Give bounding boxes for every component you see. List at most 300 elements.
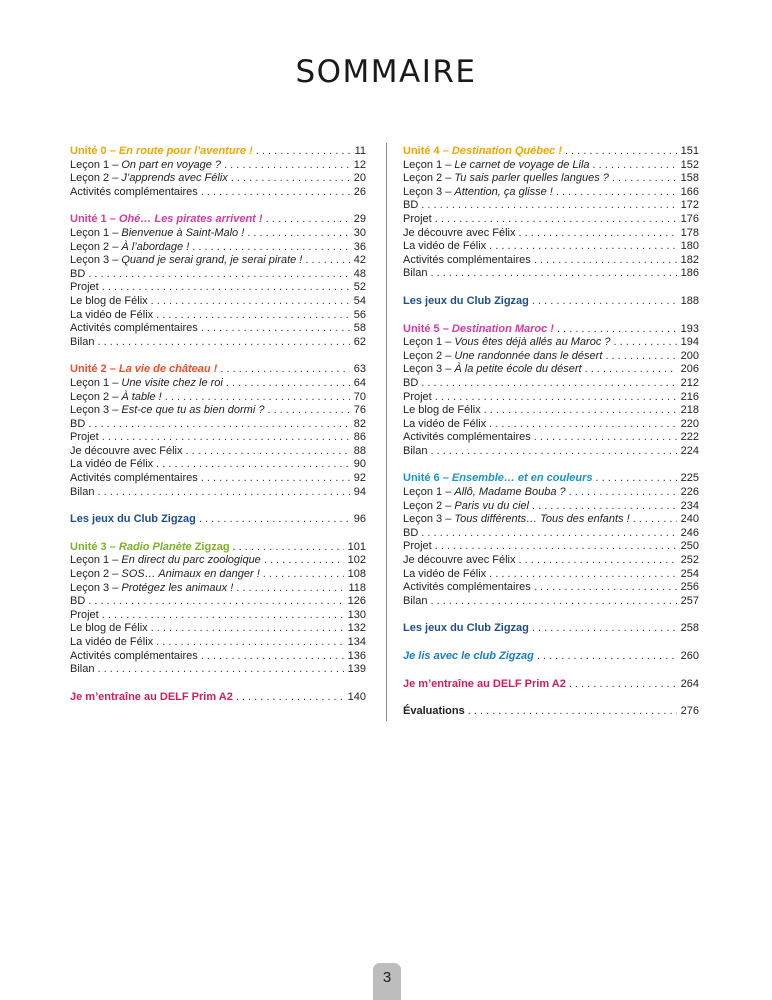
toc-entry[interactable] <box>70 445 366 459</box>
toc-entry-label <box>70 445 183 459</box>
toc-entry[interactable] <box>70 472 366 486</box>
toc-entry-prefix: Activités complémentaires <box>403 253 531 266</box>
toc-entry[interactable] <box>70 418 366 432</box>
toc-entry-title: Vous êtes déjà allés au Maroc ? <box>454 336 611 349</box>
dot-leader <box>569 678 677 692</box>
toc-unit-heading[interactable] <box>70 213 366 227</box>
dot-leader <box>231 172 350 186</box>
dot-leader <box>605 350 676 364</box>
toc-page-number: 264 <box>680 677 699 690</box>
toc-entry[interactable] <box>70 431 366 445</box>
toc-page-number: 178 <box>680 226 699 239</box>
toc-entry-label <box>70 186 198 200</box>
toc-page-number: 90 <box>353 458 366 471</box>
toc-entry-title: Protégez les animaux ! <box>121 581 234 594</box>
toc-entry-prefix: Leçon 3 – <box>403 363 455 376</box>
toc-entry-label <box>403 540 432 554</box>
toc-page-number: 86 <box>353 431 366 444</box>
dot-leader <box>102 431 350 445</box>
toc-entry-prefix: Je découvre avec Félix <box>403 226 516 239</box>
toc-entry-prefix: La vidéo de Félix <box>70 308 154 321</box>
toc-page-number: 222 <box>680 431 699 444</box>
toc-page-number: 130 <box>347 608 366 621</box>
toc-page-number: 140 <box>347 690 366 703</box>
toc-entry-prefix: Activités complémentaires <box>403 431 531 444</box>
toc-page-number: 88 <box>353 444 366 457</box>
toc-section <box>403 472 699 608</box>
toc-page-number: 102 <box>347 554 366 567</box>
toc-page-number: 108 <box>347 568 366 581</box>
toc-entry-label <box>70 595 85 609</box>
toc-entry-prefix: Leçon 2 – <box>70 390 122 403</box>
toc-entry[interactable] <box>403 336 699 350</box>
toc-entry-prefix: Leçon 1 – <box>70 376 122 389</box>
toc-entry[interactable] <box>403 431 699 445</box>
toc-section <box>70 513 366 527</box>
toc-entry-prefix: Les jeux du Club Zigzag <box>403 294 529 307</box>
toc-entry-prefix: Bilan <box>70 485 95 498</box>
toc-page-number: 48 <box>353 267 366 280</box>
toc-entry-label <box>403 595 427 609</box>
toc-entry[interactable] <box>70 622 366 636</box>
toc-entry-prefix: La vidéo de Félix <box>70 458 154 471</box>
toc-entry[interactable] <box>70 458 366 472</box>
toc-page-number: 62 <box>353 335 366 348</box>
toc-entry-prefix: Unité 6 – <box>403 472 452 485</box>
toc-entry-label <box>70 145 253 159</box>
toc-entry-prefix: Bilan <box>403 594 428 607</box>
toc-entry-prefix: Activités complémentaires <box>70 649 198 662</box>
dot-leader <box>220 363 349 377</box>
dot-leader <box>201 650 344 664</box>
toc-page-number: 194 <box>680 336 699 349</box>
dot-leader <box>186 445 350 459</box>
toc-entry[interactable] <box>403 254 699 268</box>
toc-entry[interactable] <box>403 678 699 692</box>
dot-leader <box>97 336 349 350</box>
toc-section <box>403 295 699 309</box>
toc-entry-prefix: Évaluations <box>403 705 465 718</box>
toc-entry-prefix: Unité 1 – <box>70 213 119 226</box>
toc-entry[interactable] <box>403 199 699 213</box>
toc-entry-label <box>403 513 630 527</box>
toc-entry[interactable] <box>70 404 366 418</box>
toc-entry-label <box>70 363 217 377</box>
toc-entry-prefix: Je découvre avec Félix <box>403 554 516 567</box>
toc-page-number: 94 <box>353 485 366 498</box>
toc-page-number: 218 <box>680 404 699 417</box>
toc-unit-heading[interactable] <box>70 145 366 159</box>
toc-page-number: 20 <box>353 172 366 185</box>
dot-leader <box>88 418 349 432</box>
toc-page-number: 250 <box>680 540 699 553</box>
toc-entry[interactable] <box>70 268 366 282</box>
dot-leader <box>267 404 349 418</box>
toc-entry-label <box>403 267 427 281</box>
toc-entry-label <box>403 568 486 582</box>
dot-leader <box>226 377 350 391</box>
toc-entry[interactable] <box>403 186 699 200</box>
toc-entry-label <box>70 431 99 445</box>
toc-entry-title: Bienvenue à Saint-Malo ! <box>121 226 245 239</box>
toc-entry[interactable] <box>403 240 699 254</box>
dot-leader <box>596 472 677 486</box>
toc-entry-prefix: La vidéo de Félix <box>403 417 487 430</box>
page-title: SOMMAIRE <box>295 54 477 90</box>
toc-entry[interactable] <box>70 636 366 650</box>
toc-entry-prefix: Leçon 2 – <box>70 568 122 581</box>
toc-entry[interactable] <box>70 295 366 309</box>
toc-entry-label <box>70 541 230 555</box>
dot-leader <box>421 377 676 391</box>
dot-leader <box>532 622 677 636</box>
toc-entry-title: Quand je serai grand, je serai pirate ! <box>121 254 303 267</box>
dot-leader <box>612 172 677 186</box>
toc-entry[interactable] <box>403 500 699 514</box>
toc-entry-label <box>70 281 99 295</box>
dot-leader <box>151 295 350 309</box>
toc-unit-heading[interactable] <box>70 363 366 377</box>
toc-page-number: 52 <box>353 281 366 294</box>
toc-entry-label <box>70 609 99 623</box>
dot-leader <box>435 391 677 405</box>
toc-entry-label <box>403 377 418 391</box>
toc-entry[interactable] <box>403 595 699 609</box>
toc-entry[interactable] <box>70 582 366 596</box>
dot-leader <box>201 186 350 200</box>
toc-entry[interactable] <box>70 241 366 255</box>
toc-entry-title: Destination Maroc ! <box>451 322 554 335</box>
toc-entry[interactable] <box>403 172 699 186</box>
toc-entry-title: Ohé… Les pirates arrivent ! <box>118 213 263 226</box>
toc-entry[interactable] <box>70 309 366 323</box>
toc-entry[interactable] <box>70 391 366 405</box>
toc-entry-title: Destination Québec ! <box>451 145 562 157</box>
toc-section <box>403 323 699 459</box>
toc-entry-title: Attention, ça glisse ! <box>454 185 553 198</box>
toc-page-number: 36 <box>353 240 366 253</box>
toc-page-number: 101 <box>347 540 366 553</box>
toc-page-number: 11 <box>354 145 366 157</box>
toc-entry-prefix: Bilan <box>403 267 428 280</box>
toc-section <box>70 363 366 499</box>
toc-entry[interactable] <box>70 554 366 568</box>
dot-leader <box>435 213 677 227</box>
toc-entry-label <box>403 705 465 719</box>
toc-entry-prefix: Activités complémentaires <box>70 472 198 485</box>
toc-entry[interactable] <box>70 159 366 173</box>
toc-section <box>403 678 699 692</box>
toc-entry-label <box>70 377 223 391</box>
toc-entry-prefix: Les jeux du Club Zigzag <box>70 513 196 526</box>
dot-leader <box>532 295 677 309</box>
dot-leader <box>236 691 344 705</box>
toc-entry-label <box>70 336 94 350</box>
toc-entry-prefix: BD <box>403 199 419 212</box>
toc-entry-prefix: Bilan <box>403 444 428 457</box>
toc-entry-label <box>403 145 562 159</box>
toc-entry[interactable] <box>70 486 366 500</box>
toc-entry-prefix: Bilan <box>70 335 95 348</box>
toc-section <box>403 650 699 664</box>
toc-page-number: 193 <box>680 322 699 335</box>
toc-entry-label <box>70 554 261 568</box>
toc-page-number: 186 <box>680 267 699 280</box>
dot-leader <box>97 486 349 500</box>
toc-entry-label <box>403 527 418 541</box>
toc-entry-prefix: BD <box>70 267 86 280</box>
dot-leader <box>614 336 677 350</box>
toc-entry-prefix: Leçon 3 – <box>70 254 122 267</box>
toc-right-column <box>403 145 699 733</box>
toc-page-number: 42 <box>353 254 366 267</box>
toc-entry-prefix: Le blog de Félix <box>70 294 148 307</box>
toc-page-number: 256 <box>680 581 699 594</box>
toc-entry[interactable] <box>403 513 699 527</box>
toc-page-number: 216 <box>680 390 699 403</box>
toc-page-number: 56 <box>353 308 366 321</box>
dot-leader <box>266 213 350 227</box>
toc-entry-label <box>70 213 263 227</box>
toc-entry[interactable] <box>403 486 699 500</box>
toc-page-number: 134 <box>347 636 366 648</box>
toc-entry[interactable] <box>70 172 366 186</box>
dot-leader <box>201 322 350 336</box>
dot-leader <box>192 241 349 255</box>
toc-page-number: 180 <box>680 240 699 253</box>
toc-page-number: 64 <box>353 376 366 389</box>
dot-leader <box>585 363 677 377</box>
toc-entry-title: À la petite école du désert <box>454 363 582 376</box>
toc-page-number: 172 <box>680 199 699 212</box>
toc-entry[interactable] <box>70 663 366 677</box>
toc-entry-prefix: Le blog de Félix <box>403 404 481 417</box>
toc-section <box>70 691 366 705</box>
toc-entry[interactable] <box>403 527 699 541</box>
dot-leader <box>233 541 344 555</box>
toc-entry-prefix: Leçon 3 – <box>403 513 455 526</box>
toc-entry[interactable] <box>403 227 699 241</box>
toc-entry-prefix: BD <box>403 376 419 389</box>
toc-entry[interactable] <box>403 213 699 227</box>
toc-entry-label <box>403 622 529 636</box>
toc-entry-prefix: Leçon 3 – <box>70 581 122 594</box>
toc-entry-prefix: Leçon 3 – <box>70 404 122 417</box>
toc-page-number: 276 <box>680 705 699 718</box>
toc-page-number: 260 <box>680 650 699 662</box>
toc-entry-title: J’apprends avec Félix <box>121 172 228 185</box>
toc-entry-label <box>403 295 529 309</box>
dot-leader <box>421 199 676 213</box>
toc-unit-heading[interactable] <box>403 323 699 337</box>
toc-entry[interactable] <box>70 609 366 623</box>
toc-entry-label <box>403 391 432 405</box>
dot-leader <box>430 445 676 459</box>
toc-entry[interactable] <box>70 254 366 268</box>
toc-entry[interactable] <box>403 445 699 459</box>
toc-page-number: 26 <box>353 185 366 198</box>
toc-entry-prefix: Je m’entraîne au DELF Prim A2 <box>403 677 566 690</box>
toc-entry-prefix: Bilan <box>70 663 95 676</box>
toc-entry-title: À table ! <box>121 390 162 403</box>
toc-entry-label <box>70 172 228 186</box>
toc-entry[interactable] <box>403 391 699 405</box>
dot-leader <box>224 159 350 173</box>
toc-entry-prefix: Leçon 1 – <box>70 554 122 567</box>
dot-leader <box>102 609 344 623</box>
dot-leader <box>88 595 343 609</box>
toc-entry-prefix: Projet <box>70 608 99 621</box>
toc-entry-label <box>403 363 582 377</box>
toc-entry-title: Paris vu du ciel <box>454 499 529 512</box>
toc-page-number: 234 <box>680 499 699 512</box>
toc-entry-prefix: Le blog de Félix <box>70 622 148 635</box>
dot-leader <box>97 663 343 677</box>
toc-entry-label <box>403 418 486 432</box>
toc-entry-prefix: Projet <box>403 390 432 403</box>
dot-leader <box>264 554 344 568</box>
toc-entry-label <box>403 254 531 268</box>
toc-entry-prefix: Leçon 2 – <box>403 349 455 362</box>
toc-entry-label <box>403 581 531 595</box>
toc-entry[interactable] <box>70 186 366 200</box>
toc-page-number: 92 <box>353 472 366 485</box>
toc-entry[interactable] <box>403 418 699 432</box>
toc-unit-heading[interactable] <box>403 145 699 159</box>
toc-entry-label <box>70 513 196 527</box>
toc-page-number: 139 <box>347 663 366 676</box>
page-number: 3 <box>382 969 392 986</box>
toc-entry-title: Ensemble… et en couleurs <box>451 472 593 485</box>
dot-leader <box>156 458 350 472</box>
dot-leader <box>156 309 350 323</box>
dot-leader <box>435 540 677 554</box>
dot-leader <box>534 254 677 268</box>
toc-entry-suffix: Zigzag <box>191 540 230 553</box>
toc-entry-prefix: La vidéo de Félix <box>403 567 487 580</box>
toc-entry-label <box>403 186 553 200</box>
toc-entry-label <box>403 431 531 445</box>
toc-entry[interactable] <box>70 650 366 664</box>
dot-leader <box>88 268 349 282</box>
toc-unit-heading[interactable] <box>70 541 366 555</box>
toc-entry-title: SOS… Animaux en danger ! <box>121 568 260 581</box>
page-number-tab <box>373 963 401 1000</box>
toc-entry[interactable] <box>70 513 366 527</box>
dot-leader <box>534 581 677 595</box>
toc-page-number: 257 <box>680 594 699 607</box>
toc-entry-label <box>70 568 260 582</box>
toc-entry-prefix: Je m’entraîne au DELF Prim A2 <box>70 690 233 703</box>
toc-entry-title: Le carnet de voyage de Lila <box>454 158 590 171</box>
toc-entry-prefix: Les jeux du Club Zigzag <box>403 622 529 635</box>
toc-entry[interactable] <box>403 568 699 582</box>
toc-entry-prefix: Projet <box>403 540 432 553</box>
toc-entry-prefix: Activités complémentaires <box>70 185 198 198</box>
toc-page-number: 82 <box>353 417 366 430</box>
toc-entry-prefix: Unité 0 – <box>70 145 119 157</box>
toc-entry-prefix: Activités complémentaires <box>70 322 198 335</box>
toc-entry-label <box>403 500 529 514</box>
dot-leader <box>430 267 676 281</box>
toc-entry[interactable] <box>403 267 699 281</box>
toc-entry-label <box>70 159 221 173</box>
toc-page-number: 118 <box>348 581 366 594</box>
dot-leader <box>537 650 677 664</box>
toc-entry[interactable] <box>403 650 699 664</box>
toc-entry[interactable] <box>403 377 699 391</box>
dot-leader <box>565 145 677 159</box>
toc-entry[interactable] <box>70 322 366 336</box>
toc-entry-title: Une randonnée dans le désert <box>454 349 603 362</box>
toc-entry-label <box>70 268 85 282</box>
toc-entry-label <box>403 159 590 173</box>
toc-entry-label <box>70 391 162 405</box>
toc-entry-label <box>70 295 148 309</box>
toc-entry[interactable] <box>70 691 366 705</box>
toc-section <box>403 622 699 636</box>
toc-entry-label <box>70 663 94 677</box>
toc-entry-prefix: Je lis avec le club Zigzag <box>403 650 534 662</box>
toc-entry[interactable] <box>70 568 366 582</box>
toc-entry-label <box>70 622 148 636</box>
toc-entry-label <box>70 322 198 336</box>
toc-entry-prefix: Leçon 2 – <box>403 499 455 512</box>
toc-entry-label <box>403 350 602 364</box>
toc-entry-label <box>70 691 233 705</box>
toc-entry[interactable] <box>403 295 699 309</box>
toc-entry-prefix: La vidéo de Félix <box>403 240 487 253</box>
toc-entry-label <box>70 404 264 418</box>
toc-entry-label <box>70 458 153 472</box>
toc-entry[interactable] <box>403 554 699 568</box>
toc-entry[interactable] <box>403 581 699 595</box>
toc-page-number: 240 <box>680 513 699 526</box>
dot-leader <box>102 281 350 295</box>
toc-entry-title: En route pour l’aventure ! <box>118 145 253 157</box>
dot-leader <box>201 472 350 486</box>
toc-entry[interactable] <box>70 377 366 391</box>
toc-page-number: 225 <box>680 472 699 485</box>
toc-entry-prefix: Projet <box>70 281 99 294</box>
toc-entry-prefix: BD <box>70 595 86 608</box>
toc-entry[interactable] <box>403 622 699 636</box>
toc-entry[interactable] <box>70 227 366 241</box>
dot-leader <box>156 636 343 650</box>
toc-entry-label <box>70 254 302 268</box>
toc-unit-heading[interactable] <box>403 472 699 486</box>
toc-entry[interactable] <box>70 281 366 295</box>
toc-section <box>70 145 366 199</box>
toc-entry-prefix: Unité 5 – <box>403 322 452 335</box>
toc-entry[interactable] <box>70 595 366 609</box>
toc-entry-label <box>403 554 516 568</box>
toc-page-number: 126 <box>347 595 366 608</box>
toc-entry[interactable] <box>403 363 699 377</box>
toc-entry-title: On part en voyage ? <box>121 158 222 171</box>
toc-entry[interactable] <box>403 350 699 364</box>
column-divider <box>386 143 387 721</box>
toc-entry-title: Est-ce que tu as bien dormi ? <box>121 404 265 417</box>
toc-entry-label <box>70 486 94 500</box>
toc-page-number: 252 <box>680 554 699 567</box>
toc-entry-prefix: Unité 4 – <box>403 145 452 157</box>
toc-entry[interactable] <box>70 336 366 350</box>
toc-entry[interactable] <box>403 159 699 173</box>
toc-entry[interactable] <box>403 540 699 554</box>
toc-entry[interactable] <box>403 404 699 418</box>
toc-entry[interactable] <box>403 705 699 719</box>
